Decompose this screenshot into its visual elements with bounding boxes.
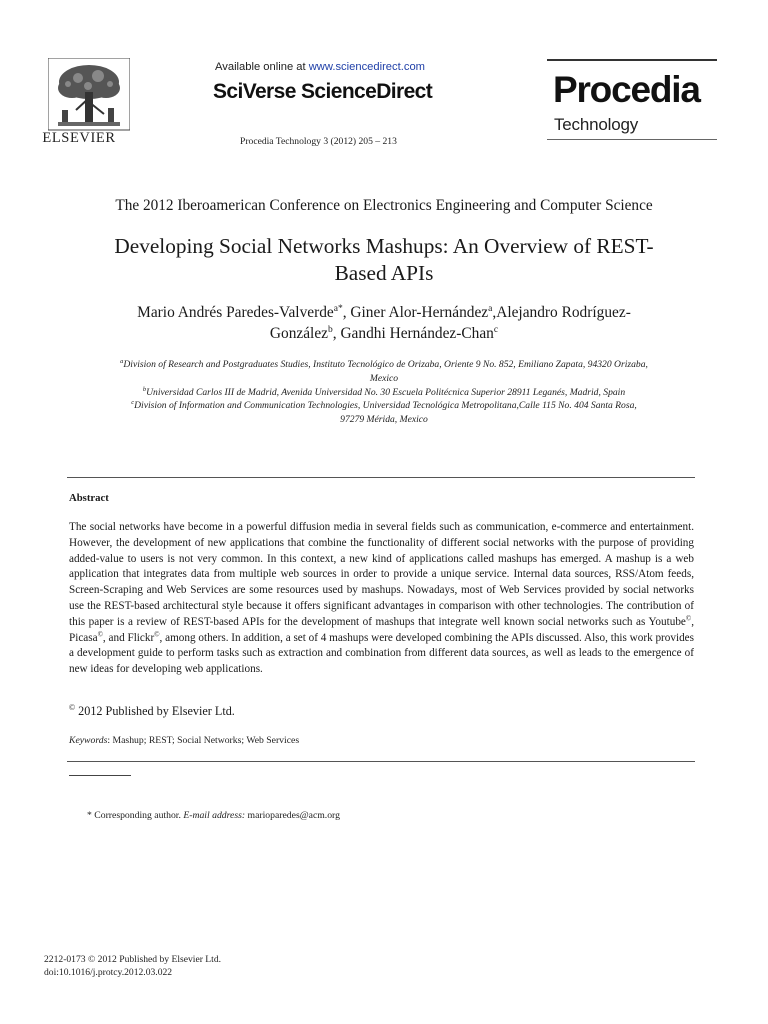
author-line-1	[70, 302, 698, 323]
affiliation-mark: c	[131, 398, 135, 406]
paper-title	[60, 233, 708, 287]
publisher-name: ELSEVIER	[42, 130, 116, 146]
email-label: E-mail address:	[183, 810, 246, 821]
affiliation-c	[60, 399, 708, 426]
keywords-text: : Mashup; REST; Social Networks; Web Services	[107, 735, 300, 746]
affiliation-text-cont: 97279 Mérida, Mexico	[340, 413, 428, 425]
abstract-part: , and Flickr	[102, 631, 155, 644]
abstract-part: , among others. In addition, a set of 4 mashups were developed combining the APIs discussed. Also, this work provides a development guide to perform tasks such as extraction and combination from different data sources, as well as leads to the emergence of new ideas for developing web applications.	[69, 631, 694, 676]
author-name: Mario Andrés Paredes-Valverde	[137, 304, 334, 321]
author-line-2	[70, 323, 698, 344]
author-name: , Gandhi Hernández-Chan	[332, 325, 494, 342]
affiliation-text: Division of Research and Postgraduates Studies, Instituto Tecnológico de Orizaba, Oriente 9 No. 852, Emiliano Zapata, 94320 Orizaba,	[123, 359, 648, 370]
author-list	[70, 302, 698, 344]
affiliation-mark: b	[142, 385, 147, 393]
title-line-1: Developing Social Networks Mashups: An Overview of REST-	[114, 234, 654, 258]
journal-citation: Procedia Technology 3 (2012) 205 – 213	[240, 136, 397, 147]
author-affiliation-mark: a	[488, 303, 493, 314]
author-name: González	[269, 325, 328, 342]
keywords-label: Keywords	[69, 735, 108, 746]
affiliation-mark: a	[120, 357, 124, 365]
brand-top-rule	[547, 59, 717, 61]
available-online-line	[215, 61, 425, 73]
brand-bottom-rule	[547, 139, 717, 140]
affiliation-b	[60, 386, 708, 400]
abstract-heading: Abstract	[69, 492, 109, 504]
author-affiliation-mark: a*	[333, 303, 343, 314]
abstract-part: , Picasa	[69, 615, 694, 644]
author-affiliation-mark: c	[493, 324, 499, 335]
issn-line: 2212-0173 © 2012 Published by Elsevier Ltd.	[44, 954, 222, 965]
sciencedirect-link[interactable]: www.sciencedirect.com	[308, 61, 425, 73]
keywords-line	[69, 735, 299, 746]
corresponding-author-footnote	[87, 810, 340, 821]
abstract-part: The social networks have become in a powerful diffusion media in several fields such as communication, e-commerce and entertainment. However, the development of new applications that combine the functionality of different social networks with the purpose of providing added-value to users is not very common. In this context, a new kind of applications called mashups has emerged. A mashup is a web application that integrates data from multiple web sources in order to provide a unique service. Internal data sources, RSS/Atom feeds, Screen-Scraping and Web Services are some resources used by mashups. Nowadays, most of Web Services provided by social networks use the REST-based architectural style because it offers significant advantages in comparison with other technologies. The contribution of this paper is a review of REST-based APIs for the development of mashups that integrate well known social networks such as Youtube	[69, 521, 694, 628]
title-line-2: Based APIs	[334, 261, 434, 285]
copyright-mark: ©	[97, 629, 103, 638]
affiliation-text: Universidad Carlos III de Madrid, Avenida Universidad No. 30 Escuela Politécnica Superior 28911 Leganés, Madrid, Spain	[146, 387, 626, 398]
available-prefix: Available online at	[215, 61, 309, 73]
affiliation-a	[60, 358, 708, 385]
abstract-bottom-rule	[67, 761, 695, 762]
affiliation-text: Division of Information and Communication Technologies, Universidad Tecnológica Metropolitana,Calle 115 No. 404 Santa Rosa,	[134, 400, 637, 411]
author-name: ,Alejandro Rodríguez-	[492, 304, 631, 321]
copyright-mark: ©	[685, 614, 692, 623]
copyright-symbol: ©	[69, 703, 76, 712]
copyright-mark: ©	[154, 629, 160, 638]
doi-line: doi:10.1016/j.protcy.2012.03.022	[44, 967, 173, 978]
copyright-line	[69, 703, 235, 719]
author-name: , Giner Alor-Hernández	[342, 304, 489, 321]
journal-brand-sub: Technology	[554, 115, 639, 134]
copyright-text: 2012 Published by Elsevier Ltd.	[75, 704, 235, 719]
abstract-top-rule	[67, 477, 695, 478]
author-affiliation-mark: b	[328, 324, 333, 335]
conference-name: The 2012 Iberoamerican Conference on Electronics Engineering and Computer Science	[115, 197, 653, 214]
footnote-rule	[69, 775, 131, 776]
abstract-text	[69, 520, 694, 678]
journal-brand: Procedia	[553, 69, 700, 110]
footnote-prefix: * Corresponding author.	[87, 810, 184, 821]
affiliation-text-cont: Mexico	[369, 372, 399, 384]
platform-name: SciVerse ScienceDirect	[213, 80, 433, 103]
author-email: marioparedes@acm.org	[245, 810, 340, 821]
